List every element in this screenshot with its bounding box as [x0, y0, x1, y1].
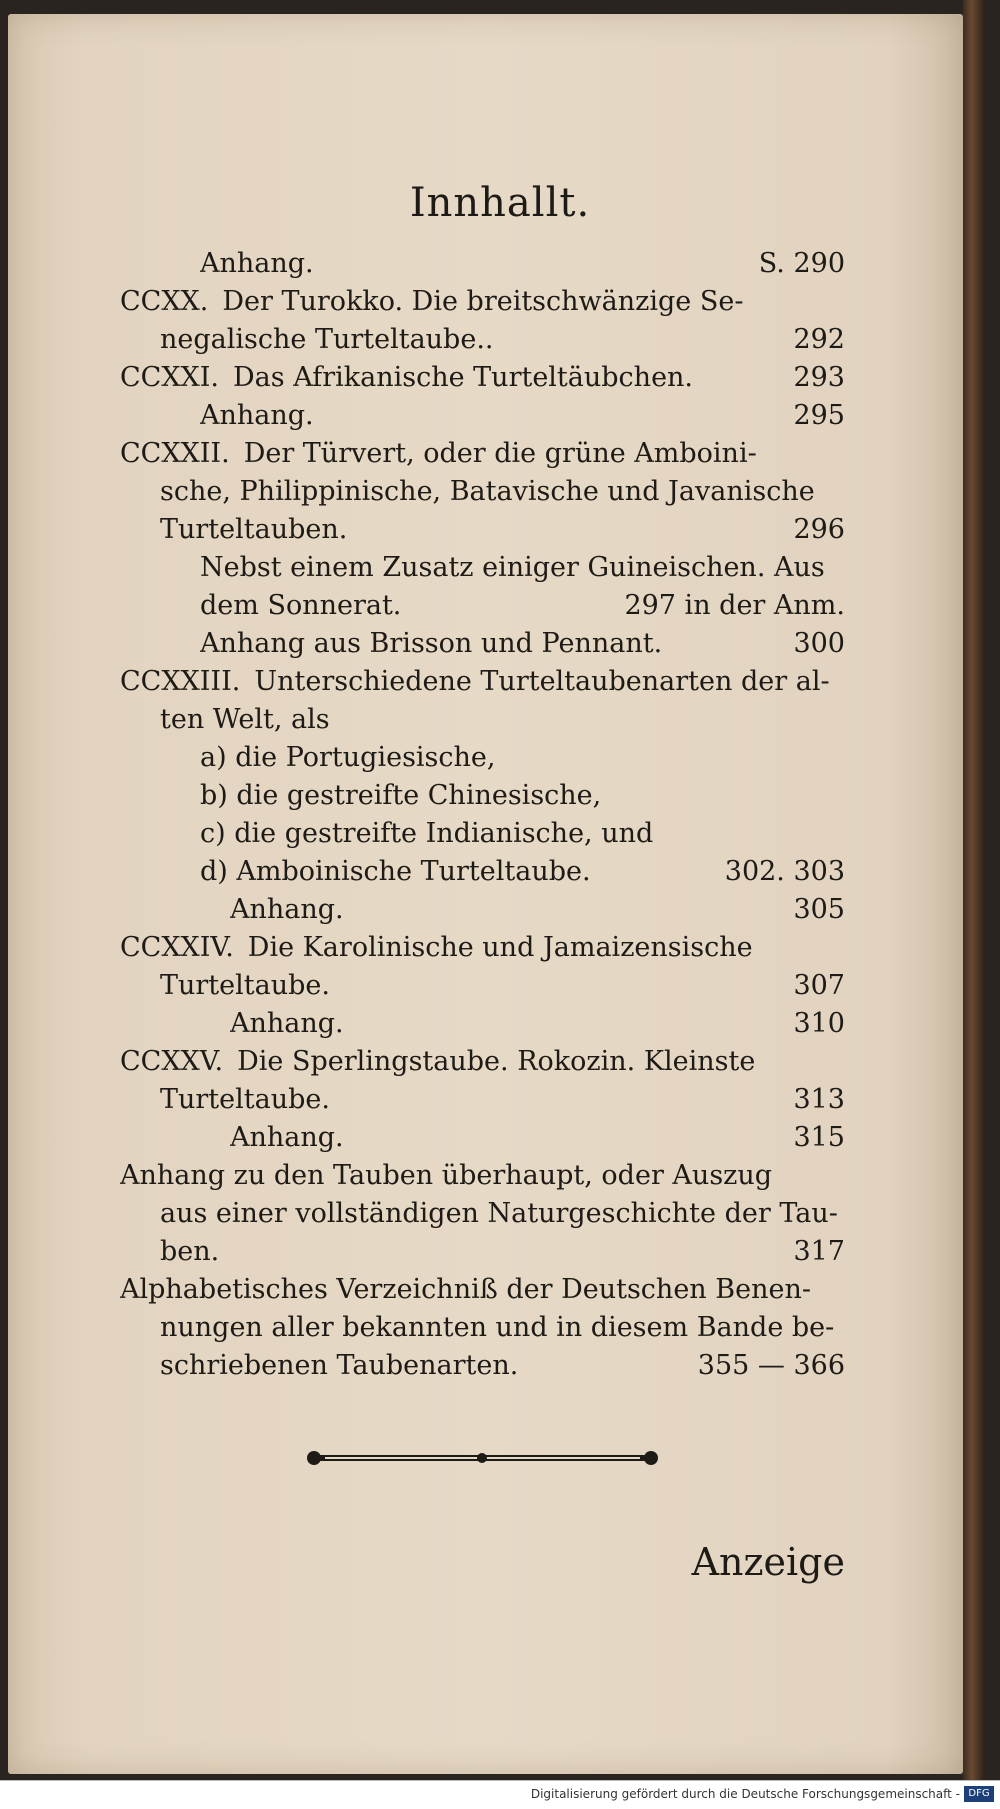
- entry-text: Turteltaube.: [160, 1084, 330, 1115]
- toc-line: [120, 929, 845, 967]
- entry-text: Anhang.: [230, 894, 344, 925]
- entry-text: Die Sperlingstaube. Rokozin. Kleinste: [237, 1046, 756, 1077]
- page-number: 310: [793, 1008, 845, 1039]
- chapter-number: CCXXIII.: [120, 666, 241, 697]
- entry-text: Unterschiedene Turteltaubenarten der al-: [254, 666, 830, 697]
- toc-entry: [120, 625, 845, 663]
- toc-entry: [120, 245, 845, 283]
- page-number: S. 290: [758, 248, 845, 279]
- entry-text: ten Welt, als: [160, 704, 330, 735]
- toc-line: [120, 473, 845, 511]
- catchword: Anzeige: [691, 1540, 845, 1584]
- toc-line: [200, 397, 845, 435]
- toc-entry: [120, 1271, 845, 1385]
- page-number: 295: [793, 400, 845, 431]
- page-number: 313: [793, 1084, 845, 1115]
- page-number: 300: [793, 628, 845, 659]
- toc-line: [120, 283, 845, 321]
- entry-text: sche, Philippinische, Batavische und Javanische: [160, 476, 815, 507]
- page-number: 296: [793, 514, 845, 545]
- dfg-logo: DFG: [964, 1786, 994, 1802]
- entry-text: Alphabetisches Verzeichniß der Deutschen Benen-: [120, 1274, 811, 1305]
- entry-text: a) die Portugiesische,: [200, 742, 496, 773]
- page-number: 317: [793, 1236, 845, 1267]
- entry-text: Anhang.: [230, 1122, 344, 1153]
- toc-line: [120, 1233, 845, 1271]
- toc-entry: [120, 853, 845, 891]
- toc-entry: [120, 435, 845, 549]
- toc-entry: [120, 929, 845, 1005]
- toc-entry: [120, 549, 845, 625]
- toc-line: [120, 511, 845, 549]
- table-of-contents: [120, 245, 845, 1385]
- entry-text: Der Türvert, oder die grüne Amboini-: [243, 438, 757, 469]
- toc-line: [230, 1005, 845, 1043]
- toc-line: [200, 777, 845, 815]
- page-number: 293: [793, 362, 845, 393]
- entry-text: schriebenen Taubenarten.: [160, 1350, 519, 1381]
- page-title: Innhallt.: [409, 180, 591, 226]
- toc-line: [200, 739, 845, 777]
- entry-text: Anhang.: [230, 1008, 344, 1039]
- toc-line: [120, 435, 845, 473]
- entry-text: Anhang.: [200, 248, 314, 279]
- page-number: 297 in der Anm.: [624, 590, 845, 621]
- footer-bar: [0, 1780, 1000, 1809]
- toc-line: [230, 891, 845, 929]
- page-number: 355 — 366: [697, 1350, 845, 1381]
- entry-text: Das Afrikanische Turteltäubchen.: [233, 362, 694, 393]
- toc-entry: [120, 283, 845, 359]
- toc-entry: [120, 891, 845, 929]
- entry-text: Die Karolinische und Jamaizensische: [247, 932, 753, 963]
- toc-line: [200, 245, 845, 283]
- toc-line: [120, 701, 845, 739]
- entry-text: Anhang zu den Tauben überhaupt, oder Auszug: [120, 1160, 773, 1191]
- toc-line: [200, 587, 845, 625]
- toc-entry: [120, 397, 845, 435]
- toc-line: [120, 967, 845, 1005]
- toc-entry: [120, 1005, 845, 1043]
- toc-entry: [120, 1119, 845, 1157]
- toc-entry: [120, 1043, 845, 1119]
- toc-line: [120, 359, 845, 397]
- ornament-rule: [305, 1445, 660, 1471]
- entry-text: aus einer vollständigen Naturgeschichte der Tau-: [160, 1198, 838, 1229]
- toc-line: [200, 625, 845, 663]
- page-number: 307: [793, 970, 845, 1001]
- toc-line: [120, 1043, 845, 1081]
- footer-credit: Digitalisierung gefördert durch die Deutsche Forschungsgemeinschaft -: [530, 1787, 960, 1801]
- entry-text: d) Amboinische Turteltaube.: [200, 856, 591, 887]
- toc-entry: [120, 663, 845, 739]
- chapter-number: CCXXIV.: [120, 932, 234, 963]
- entry-text: ben.: [160, 1236, 220, 1267]
- toc-entry: [120, 359, 845, 397]
- entry-text: Anhang.: [200, 400, 314, 431]
- entry-text: Anhang aus Brisson und Pennant.: [200, 628, 663, 659]
- entry-text: Turteltauben.: [160, 514, 348, 545]
- toc-entry: [120, 739, 845, 777]
- toc-entry: [120, 815, 845, 853]
- page-number: 292: [793, 324, 845, 355]
- toc-line: [230, 1119, 845, 1157]
- toc-line: [120, 1195, 845, 1233]
- toc-line: [120, 1081, 845, 1119]
- toc-line: [120, 663, 845, 701]
- page-number: 305: [793, 894, 845, 925]
- chapter-number: CCXXII.: [120, 438, 230, 469]
- toc-line: [120, 1347, 845, 1385]
- toc-entry: [120, 1157, 845, 1271]
- entry-text: negalische Turteltaube..: [160, 324, 494, 355]
- toc-line: [120, 1157, 845, 1195]
- entry-text: Nebst einem Zusatz einiger Guineischen. Aus: [200, 552, 825, 583]
- page-number: 302. 303: [724, 856, 845, 887]
- entry-text: Turteltaube.: [160, 970, 330, 1001]
- toc-line: [200, 853, 845, 891]
- chapter-number: CCXXV.: [120, 1046, 224, 1077]
- entry-text: c) die gestreifte Indianische, und: [200, 818, 654, 849]
- chapter-number: CCXXI.: [120, 362, 220, 393]
- entry-text: Der Turokko. Die breitschwänzige Se-: [222, 286, 744, 317]
- toc-line: [120, 1309, 845, 1347]
- entry-text: b) die gestreifte Chinesische,: [200, 780, 602, 811]
- book-edge: [963, 0, 985, 1790]
- toc-line: [120, 321, 845, 359]
- toc-line: [200, 549, 845, 587]
- entry-text: dem Sonnerat.: [200, 590, 402, 621]
- chapter-number: CCXX.: [120, 286, 209, 317]
- entry-text: nungen aller bekannten und in diesem Bande be-: [160, 1312, 835, 1343]
- toc-line: [120, 1271, 845, 1309]
- toc-line: [200, 815, 845, 853]
- toc-entry: [120, 777, 845, 815]
- page-number: 315: [793, 1122, 845, 1153]
